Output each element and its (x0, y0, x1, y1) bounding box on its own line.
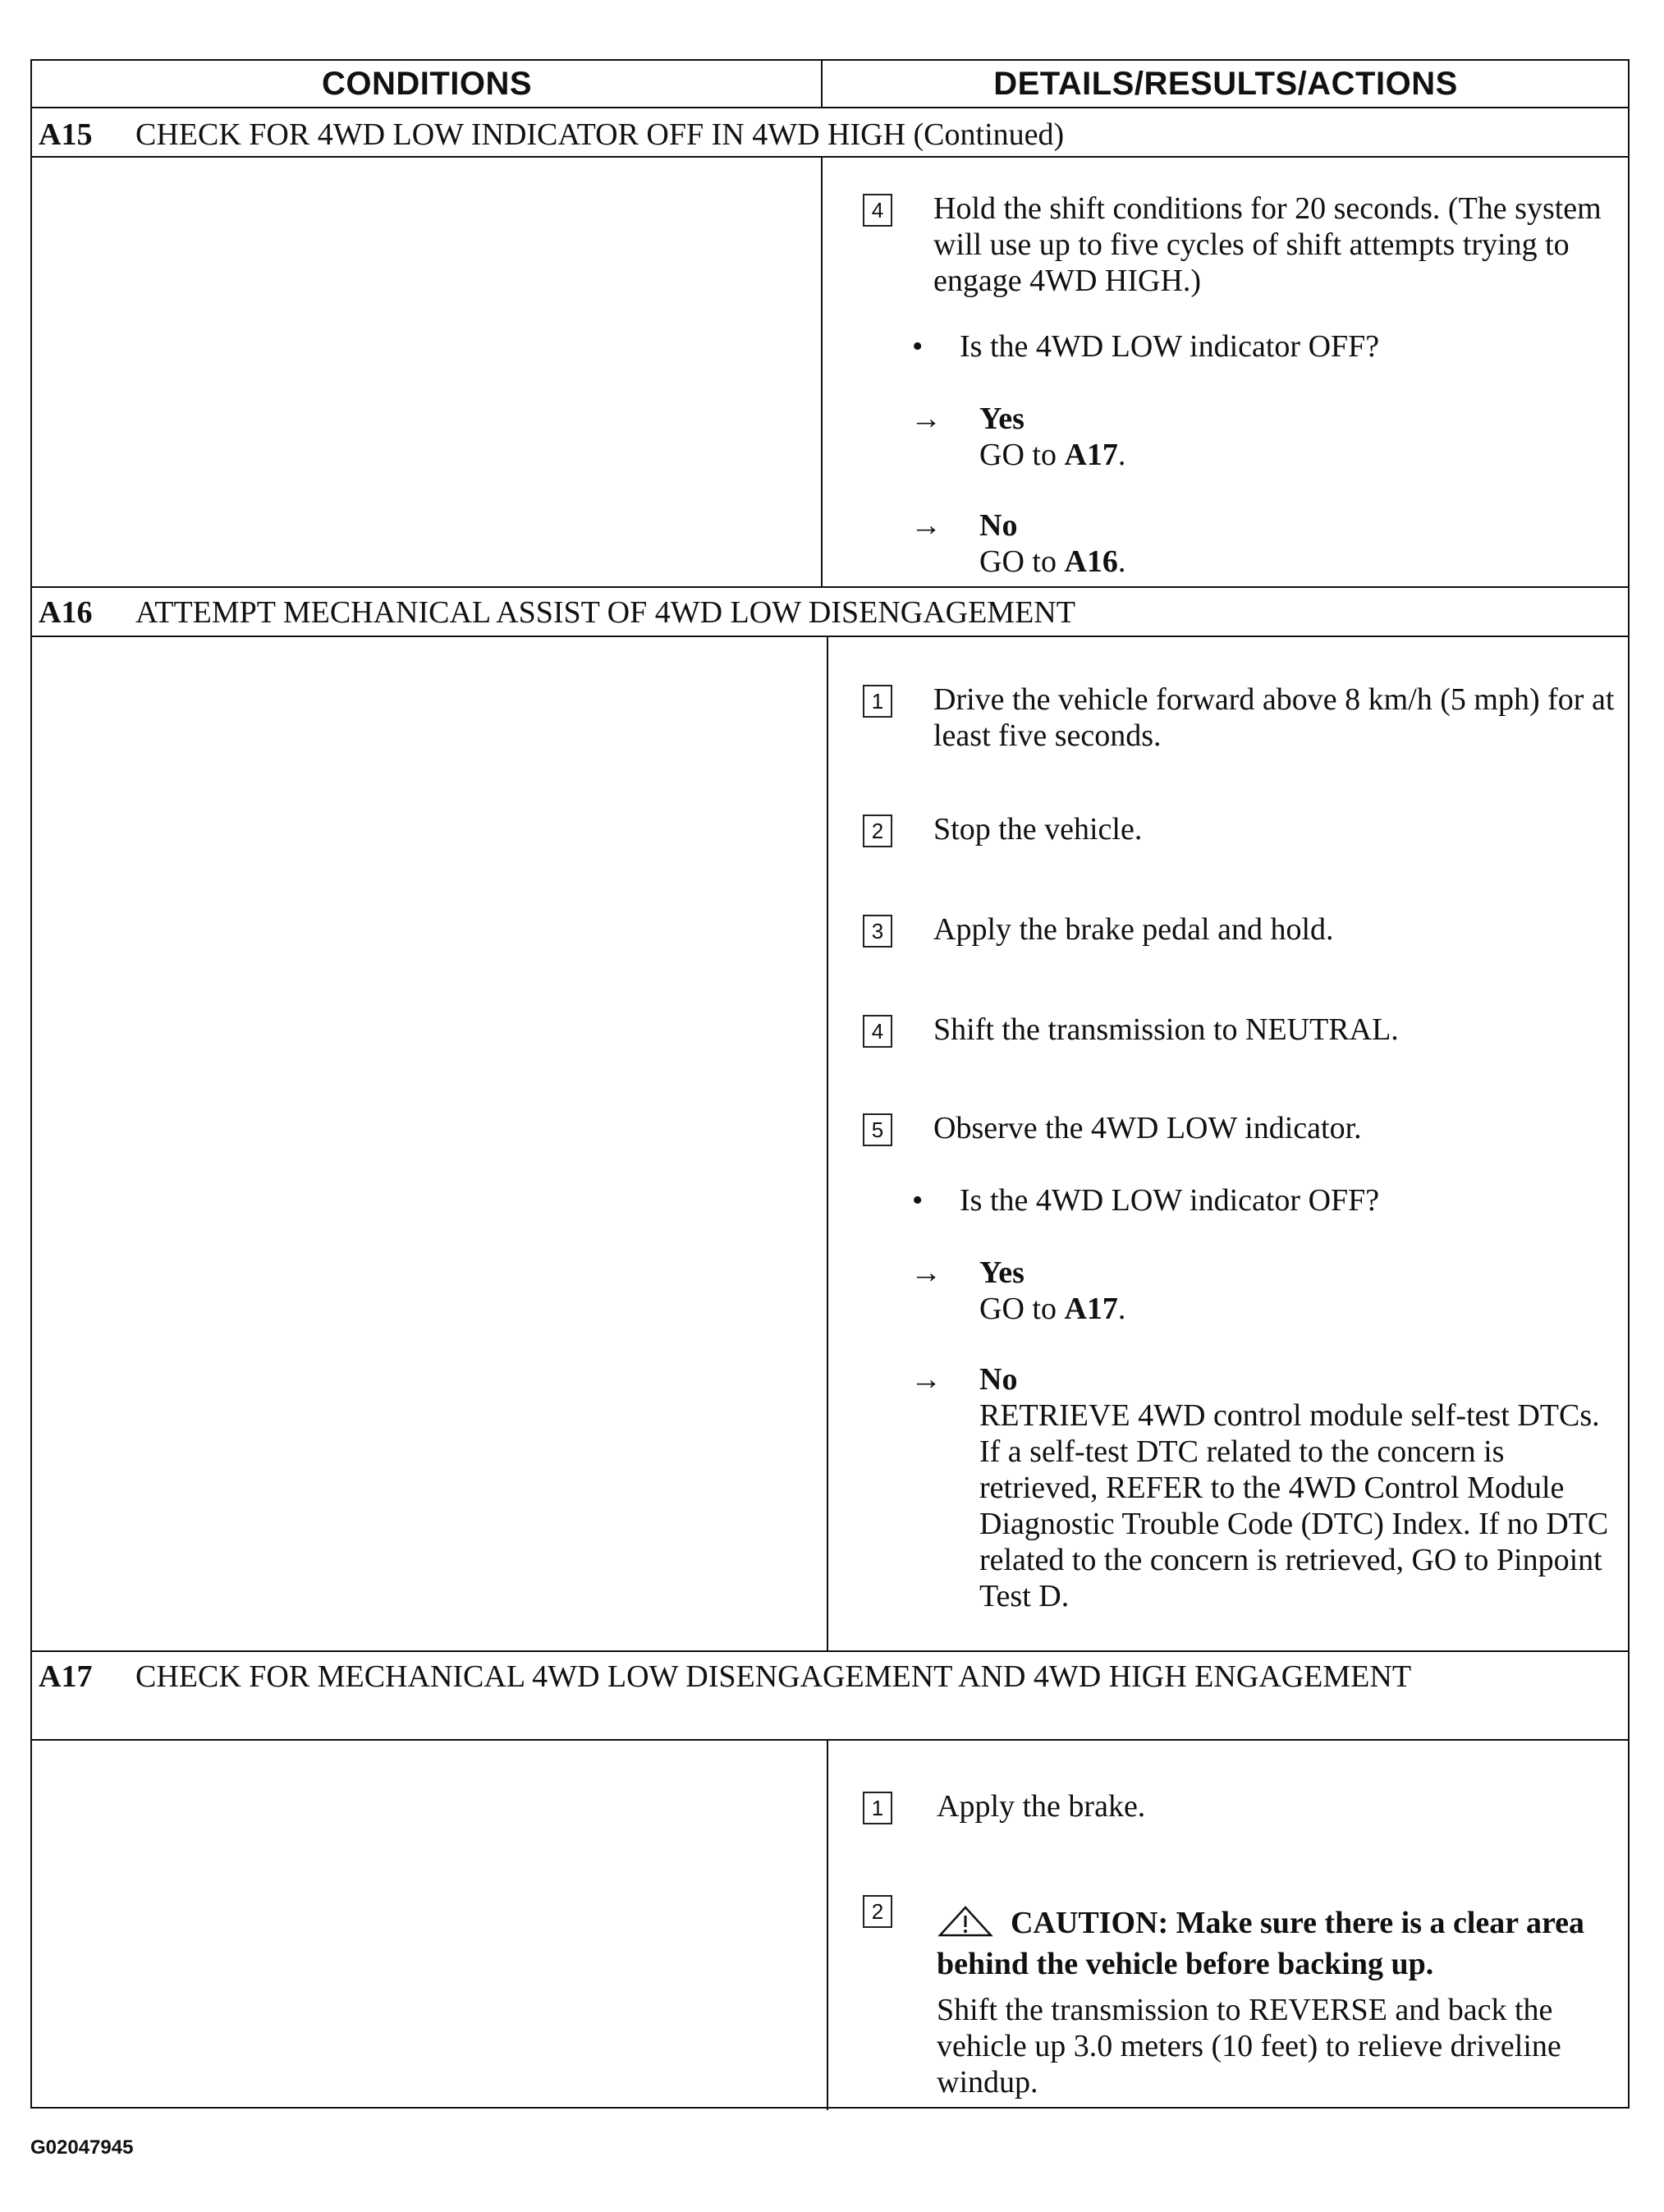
bullet-icon: • (912, 329, 924, 364)
bullet-icon: • (912, 1183, 924, 1218)
step-text: Stop the vehicle. (933, 812, 1143, 847)
column-divider (821, 61, 823, 107)
goto-text: GO to (979, 544, 1057, 579)
section-title: CHECK FOR 4WD LOW INDICATOR OFF IN 4WD HIGH (Continued) (135, 117, 1065, 152)
question-text: Is the 4WD LOW indicator OFF? (960, 329, 1380, 364)
step-text: Apply the brake. (937, 1789, 1146, 1824)
column-divider (827, 636, 828, 1650)
goto-target: A17 (1064, 1292, 1118, 1326)
step-number: 2 (863, 815, 892, 847)
conditions-column-header: CONDITIONS (321, 66, 533, 102)
step-number: 1 (863, 685, 892, 718)
diagnostic-table (30, 59, 1630, 2109)
section-title: CHECK FOR MECHANICAL 4WD LOW DISENGAGEMENT AND 4WD HIGH ENGAGEMENT (135, 1659, 1412, 1694)
figure-id: G02047945 (30, 2136, 134, 2159)
column-divider (821, 156, 823, 586)
caution-notice (937, 1905, 1643, 1982)
right-arrow-icon: → (910, 508, 942, 543)
answer-label: Yes (979, 402, 1025, 436)
section-code: A17 (39, 1659, 93, 1694)
answer-label: No (979, 508, 1018, 543)
step-number: 4 (863, 1015, 892, 1048)
section-code: A16 (39, 595, 93, 630)
answer-label: No (979, 1362, 1018, 1397)
step-number: 3 (863, 915, 892, 948)
goto-end: . (1117, 438, 1126, 472)
step-text: Hold the shift conditions for 20 seconds. (The system will use up to five cycles of shift attempts trying to engage 4WD HIGH.) (933, 191, 1602, 298)
row-divider (32, 1650, 1628, 1652)
goto-text: GO to (979, 438, 1057, 472)
caution-triangle-icon (937, 1905, 994, 1946)
step-number: 4 (863, 194, 892, 227)
row-divider (32, 107, 1628, 108)
step-text: Apply the brake pedal and hold. (933, 912, 1334, 947)
row-divider (32, 156, 1628, 158)
goto-target: A16 (1064, 544, 1118, 579)
step-number: 2 (863, 1895, 892, 1928)
step-text: Drive the vehicle forward above 8 km/h (5 mph) for at least five seconds. (933, 682, 1615, 753)
step-text: Observe the 4WD LOW indicator. (933, 1111, 1362, 1145)
row-divider (32, 586, 1628, 588)
section-title: ATTEMPT MECHANICAL ASSIST OF 4WD LOW DISENGAGEMENT (135, 595, 1075, 630)
caution-text: CAUTION: Make sure there is a clear area behind the vehicle before backing up. (937, 1906, 1585, 1982)
details-column-header: DETAILS/RESULTS/ACTIONS (993, 66, 1458, 102)
step-number: 1 (863, 1792, 892, 1824)
goto-end: . (1117, 544, 1126, 579)
right-arrow-icon: → (910, 1255, 942, 1290)
answer-body (979, 1291, 1628, 1327)
step-body (937, 1905, 1643, 2100)
right-arrow-icon: → (910, 1362, 942, 1397)
goto-target: A17 (1064, 438, 1118, 472)
section-code: A15 (39, 117, 93, 152)
goto-text: GO to (979, 1292, 1057, 1326)
answer-body: RETRIEVE 4WD control module self-test DTCs. If a self-test DTC related to the concern is retrieved, REFER to the 4WD Control Module Diagnostic Trouble Code (DTC) Index. If no DTC related to the concern is retrieved, GO to Pinpoint Test D. (979, 1398, 1609, 1613)
question-text: Is the 4WD LOW indicator OFF? (960, 1183, 1380, 1218)
goto-end: . (1117, 1292, 1126, 1326)
row-divider (32, 1739, 1628, 1741)
row-divider (32, 636, 1628, 637)
step-text: Shift the transmission to NEUTRAL. (933, 1012, 1399, 1047)
right-arrow-icon: → (910, 402, 942, 436)
step-number: 5 (863, 1113, 892, 1146)
answer-body (979, 437, 1628, 473)
answer-label: Yes (979, 1255, 1025, 1290)
step-text: Shift the transmission to REVERSE and back the vehicle up 3.0 meters (10 feet) to relieve driveline windup. (937, 1993, 1561, 2100)
answer-body (979, 544, 1628, 580)
column-divider (827, 1739, 828, 2110)
